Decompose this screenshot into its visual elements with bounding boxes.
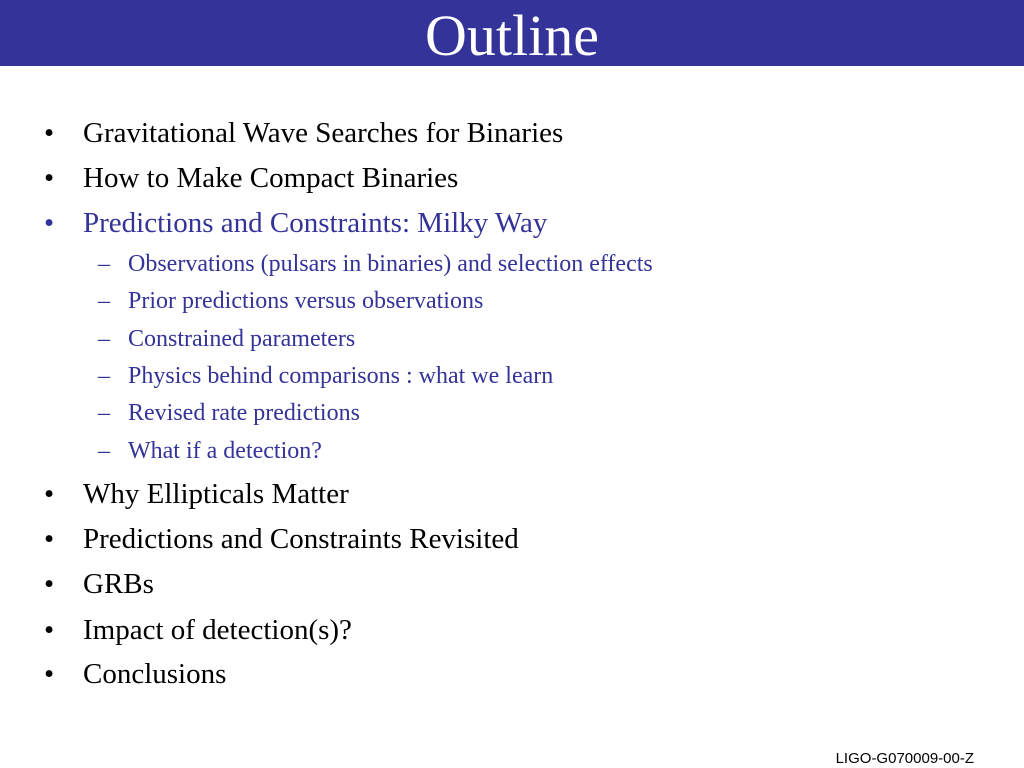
outline-item-what-if-a-detection: What if a detection?	[128, 438, 322, 464]
outline-item-constrained-parameters: Constrained parameters	[128, 326, 356, 352]
bullet-item	[44, 657, 227, 691]
bullet-item	[44, 522, 519, 556]
outline-item-gravitational-wave-searches-for-binaries: Gravitational Wave Searches for Binaries	[83, 117, 564, 149]
sub-bullet-item	[98, 325, 356, 353]
bullet-icon: •	[44, 207, 55, 239]
dash-icon: –	[98, 251, 110, 277]
outline-item-why-ellipticals-matter: Why Ellipticals Matter	[83, 478, 349, 510]
outline-item-predictions-and-constraints-revisited: Predictions and Constraints Revisited	[83, 523, 519, 555]
slide-footer: LIGO-G070009-00-Z	[835, 750, 974, 767]
bullet-item	[44, 161, 459, 195]
bullet-item	[44, 116, 564, 150]
sub-bullet-item	[98, 399, 360, 427]
outline-item-how-to-make-compact-binaries: How to Make Compact Binaries	[83, 162, 459, 194]
outline-item-grbs: GRBs	[83, 568, 154, 600]
bullet-icon: •	[44, 117, 55, 149]
sub-bullet-item	[98, 437, 322, 465]
slide-title: Outline	[425, 3, 599, 68]
sub-bullet-item	[98, 287, 484, 315]
bullet-icon: •	[44, 162, 55, 194]
dash-icon: –	[98, 363, 110, 389]
outline-item-revised-rate-predictions: Revised rate predictions	[128, 400, 360, 426]
sub-bullet-item	[98, 362, 554, 390]
bullet-item	[44, 613, 352, 647]
bullet-icon: •	[44, 568, 55, 600]
outline-item-physics-behind-comparisons-what-we-learn: Physics behind comparisons : what we learn	[128, 363, 554, 389]
outline-item-conclusions: Conclusions	[83, 658, 227, 690]
bullet-item	[44, 477, 349, 511]
bullet-icon: •	[44, 614, 55, 646]
outline-item-predictions-and-constraints-milky-way: Predictions and Constraints: Milky Way	[83, 207, 548, 239]
bullet-item	[44, 567, 154, 601]
outline-item-impact-of-detection-s: Impact of detection(s)?	[83, 614, 352, 646]
bullet-icon: •	[44, 478, 55, 510]
dash-icon: –	[98, 288, 110, 314]
outline-item-observations-pulsars-in-binaries-and-selection-effects: Observations (pulsars in binaries) and selection effects	[128, 251, 653, 277]
outline-item-prior-predictions-versus-observations: Prior predictions versus observations	[128, 288, 484, 314]
dash-icon: –	[98, 400, 110, 426]
dash-icon: –	[98, 326, 110, 352]
sub-bullet-item	[98, 250, 653, 278]
bullet-icon: •	[44, 658, 55, 690]
bullet-icon: •	[44, 523, 55, 555]
bullet-item	[44, 206, 548, 240]
dash-icon: –	[98, 438, 110, 464]
